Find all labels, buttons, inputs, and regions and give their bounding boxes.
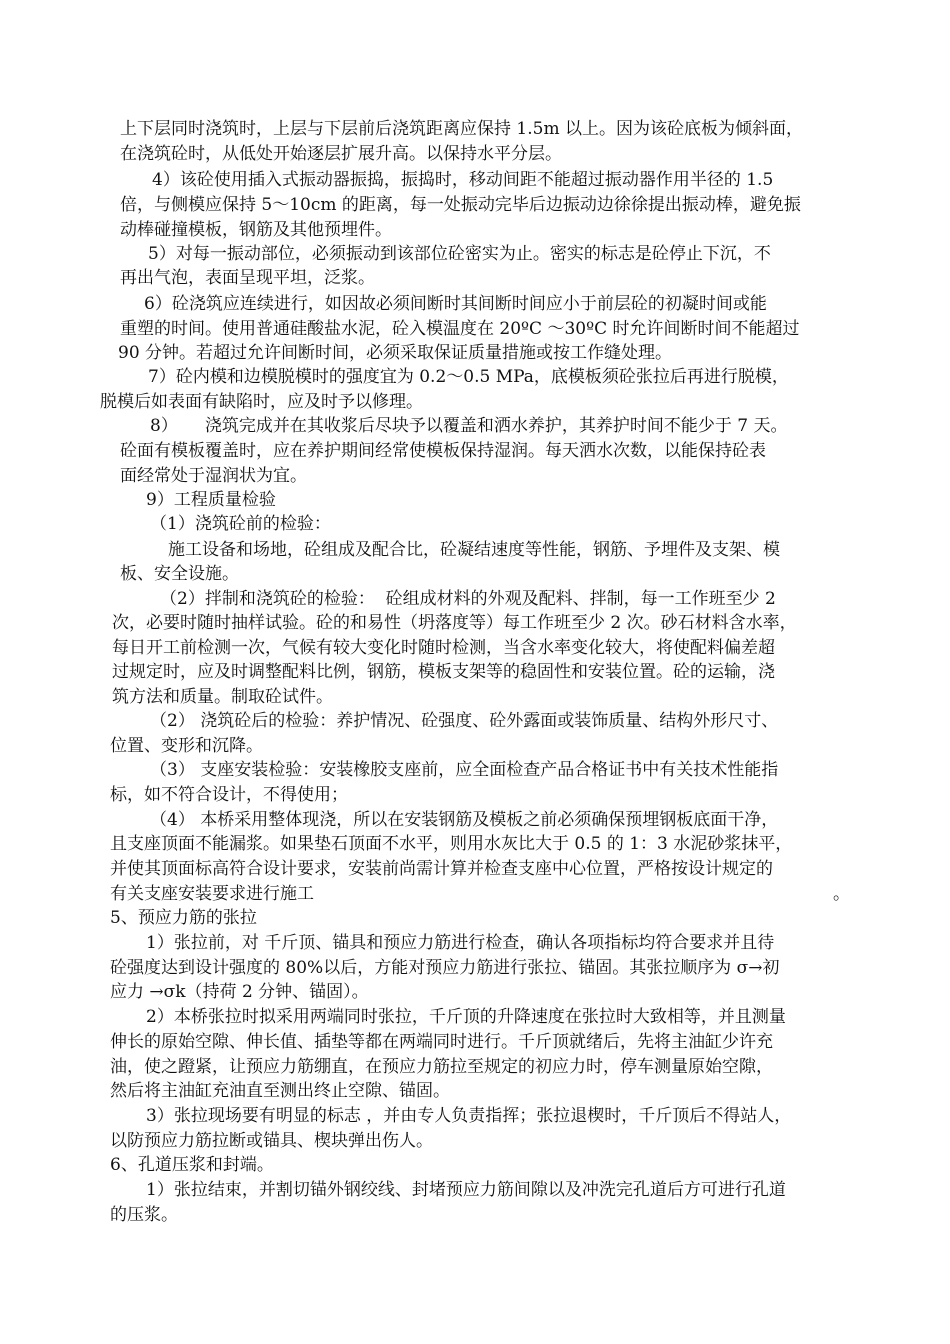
text-line: 施工设备和场地，砼组成及配合比，砼凝结速度等性能，钢筋、予埋件及支架、模 xyxy=(168,540,780,560)
text-line: 且支座顶面不能漏浆。如果垫石顶面不水平，则用水灰比大于 0.5 的 1：3 水泥砂浆抹平， xyxy=(110,834,793,854)
section-heading: 5、预应力筋的张拉 xyxy=(110,908,257,928)
text-line: 标，如不符合设计，不得使用； xyxy=(110,785,348,805)
text-line: 重塑的时间。使用普通硅酸盐水泥，砼入模温度在 20ºC ～30ºC 时允许间断时间不能超过 xyxy=(120,319,800,339)
text-line: 油，使之蹬紧，让预应力筋绷直，在预应力筋拉至规定的初应力时，停车测量原始空隙， xyxy=(110,1057,773,1077)
text-line: 应力 →σk（持荷 2 分钟、锚固）。 xyxy=(110,982,369,1002)
text-line: 位置、变形和沉降。 xyxy=(110,736,263,756)
text-line: 伸长的原始空隙、伸长值、插垫等都在两端同时进行。千斤顶就绪后，先将主油缸少许充 xyxy=(110,1032,773,1052)
text-line: 7）砼内模和边模脱模时的强度宜为 0.2～0.5 MPa，底模板须砼张拉后再进行脱模， xyxy=(148,367,789,387)
text-line: 有关支座安装要求进行施工 xyxy=(110,884,314,904)
text-line: 砼面有模板覆盖时，应在养护期间经常使模板保持湿润。每天洒水次数，以能保持砼表 xyxy=(120,441,766,461)
text-line: 6）砼浇筑应连续进行，如因故必须间断时其间断时间应小于前层砼的初凝时间或能 xyxy=(144,294,767,314)
text-line: 然后将主油缸充油直至测出终止空隙、锚固。 xyxy=(110,1081,450,1101)
text-line: 次，必要时随时抽样试验。砼的和易性（坍落度等）每工作班至少 2 次。砂石材料含水率， xyxy=(112,613,797,633)
text-line: 4）该砼使用插入式振动器振捣，振捣时，移动间距不能超过振动器作用半径的 1.5 xyxy=(152,170,774,190)
text-line: 90 分钟。若超过允许间断时间，必须采取保证质量措施或按工作缝处理。 xyxy=(118,343,673,363)
text-line: （2）拌制和浇筑砼的检验： 砼组成材料的外观及配料、拌制，每一工作班至少 2 xyxy=(160,589,776,609)
text-line: 9）工程质量检验 xyxy=(146,490,276,510)
text-line: 再出气泡，表面呈现平坦，泛浆。 xyxy=(120,268,375,288)
text-line: 面经常处于湿润状为宜。 xyxy=(120,466,307,486)
text-line: 2）本桥张拉时拟采用两端同时张拉，千斤顶的升降速度在张拉时大致相等，并且测量 xyxy=(146,1007,786,1027)
text-line: （2） 浇筑砼后的检验：养护情况、砼强度、砼外露面或装饰质量、结构外形尺寸、 xyxy=(150,711,779,731)
text-line: 筑方法和质量。制取砼试件。 xyxy=(112,687,333,707)
text-line: 8） 浇筑完成并在其收浆后尽块予以覆盖和洒水养护，其养护时间不能少于 7 天。 xyxy=(150,416,788,436)
text-line: 3）张拉现场要有明显的标志 ，并由专人负责指挥；张拉退楔时，千斤顶后不得站人， xyxy=(146,1106,792,1126)
text-line: 动棒碰撞模板，钢筋及其他预埋件。 xyxy=(120,220,392,240)
text-line: 。 xyxy=(833,884,850,904)
text-line: 在浇筑砼时，从低处开始逐层扩展升高。以保持水平分层。 xyxy=(120,144,562,164)
text-line: 并使其顶面标高符合设计要求，安装前尚需计算并检查支座中心位置，严格按设计规定的 xyxy=(110,859,773,879)
text-line: 板、安全设施。 xyxy=(120,564,239,584)
text-line: 倍，与侧模应保持 5～10cm 的距离，每一处振动完毕后边振动边徐徐提出振动棒，避免振 xyxy=(120,195,801,215)
section-heading: 6、孔道压浆和封端。 xyxy=(110,1155,274,1175)
text-line: （1）浇筑砼前的检验： xyxy=(150,514,331,534)
text-line: 1）张拉结束，并割切锚外钢绞线、封堵预应力筋间隙以及冲洗完孔道后方可进行孔道 xyxy=(146,1180,786,1200)
text-line: （3） 支座安装检验：安装橡胶支座前，应全面检查产品合格证书中有关技术性能指 xyxy=(150,760,779,780)
text-line: 5）对每一振动部位，必须振动到该部位砼密实为止。密实的标志是砼停止下沉，不 xyxy=(148,244,771,264)
text-line: 1）张拉前，对 千斤顶、锚具和预应力筋进行检查，确认各项指标均符合要求并且待 xyxy=(146,933,775,953)
text-line: 每日开工前检测一次，气候有较大变化时随时检测，当含水率变化较大，将使配料偏差超 xyxy=(112,638,775,658)
text-line: 脱模后如表面有缺陷时，应及时予以修理。 xyxy=(100,392,423,412)
text-line: 砼强度达到设计强度的 80%以后，方能对预应力筋进行张拉、锚固。其张拉顺序为 σ→初 xyxy=(110,958,780,978)
text-line: 上下层同时浇筑时，上层与下层前后浇筑距离应保持 1.5m 以上。因为该砼底板为倾斜面， xyxy=(120,119,803,139)
text-line: （4） 本桥采用整体现浇，所以在安装钢筋及模板之前必须确保预埋钢板底面干净， xyxy=(150,810,779,830)
text-line: 以防预应力筋拉断或锚具、楔块弹出伤人。 xyxy=(110,1131,433,1151)
text-line: 过规定时，应及时调整配料比例，钢筋，模板支架等的稳固性和安装位置。砼的运输，浇 xyxy=(112,662,775,682)
text-line: 的压浆。 xyxy=(110,1205,178,1225)
